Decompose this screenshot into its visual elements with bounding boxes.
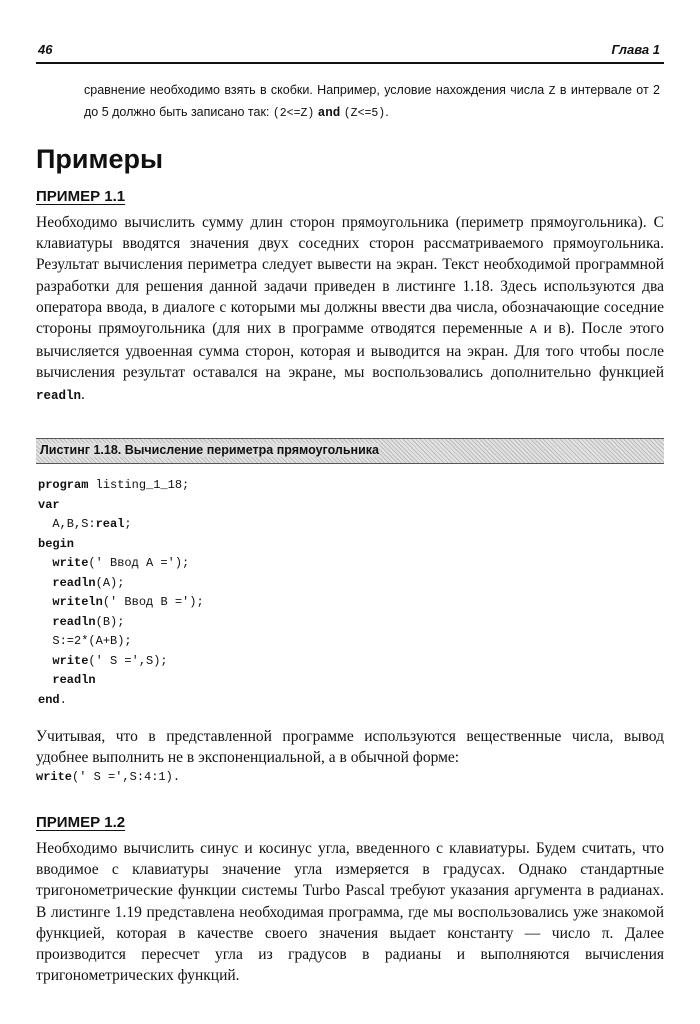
inline-code-write xyxy=(36,770,180,784)
code-listing xyxy=(38,476,204,710)
note-paragraph xyxy=(84,80,660,124)
chapter-label: Глава 1 xyxy=(611,42,660,57)
code-line: readln(A); xyxy=(52,575,125,590)
func-readln: readln xyxy=(36,388,82,403)
example-1-text-main: Необходимо вычислить сумму длин сторон прямоугольника (периметр прямоугольника). С клавиатуры вводятся значения двух соседних сторон рассматриваемого прямоугольника. Результат вычисления периметра следует вывести на экран. Текст необходимой программной разработки для решения данной задачи приведен в листинге 1.18. Здесь используются два оператора ввода, в диалоге с которыми мы должны ввести два числа, обозначающие соседние стороны прямоугольника (для них в программе отводятся переменные xyxy=(36,214,664,338)
inline-code-keyword: write xyxy=(36,770,73,784)
example-2-heading: ПРИМЕР 1.2 xyxy=(36,814,126,831)
note-var-z: Z xyxy=(548,85,556,98)
note-code-a: (2<=Z) xyxy=(272,107,315,120)
code-line: begin xyxy=(38,536,75,551)
word-and: и xyxy=(536,320,559,338)
after-listing-paragraph: Учитывая, что в представленной программе используются вещественные числа, вывод удобнее выполнить не в экспоненциальной, а в обычной форме: xyxy=(36,728,664,767)
code-line: program listing_1_18; xyxy=(38,478,190,492)
running-header xyxy=(36,40,664,64)
example-2-paragraph: Необходимо вычислить синус и косинус угла, введенного с клавиатуры. Будем считать, что вводимое с клавиатуры значение угла измеряется в градусах. Однако стандартные тригонометрические функции системы Turbo Pascal требуют указания аргумента в радианах. В листинге 1.19 представлена необходимая программа, где мы воспользовались уже знакомой функцией, которая в качестве своего значения выдает константу — число π. Далее производится пересчет угла из градусов в радианы и выполняются вычисления тригонометрических функций. xyxy=(36,840,664,985)
example-1-text-end: . xyxy=(81,385,85,403)
listing-caption xyxy=(36,438,664,464)
code-line: A,B,S:real; xyxy=(38,517,132,531)
listing-caption-text: Листинг 1.18. Вычисление периметра прямоугольника xyxy=(40,443,379,457)
code-line: var xyxy=(38,497,60,512)
example-1-text-rest: ). После этого вычисляется удвоенная сумма сторон, которая и выводится на экран. Для того чтобы после вычисления результат оставался на экране, мы воспользовались дополнительно функцией xyxy=(36,320,665,382)
page-number: 46 xyxy=(38,42,53,57)
code-line: write(' Ввод A ='); xyxy=(52,556,190,570)
code-line: S:=2*(A+B); xyxy=(52,634,132,648)
note-code-b: (Z<=5) xyxy=(343,107,386,120)
example-1-heading: ПРИМЕР 1.1 xyxy=(36,188,126,205)
note-text-mid: в интервале от 2 до 5 должно быть записано так: xyxy=(84,83,660,119)
note-code-and: and xyxy=(317,106,341,120)
code-line: readln xyxy=(52,673,96,687)
example-1-paragraph xyxy=(36,212,664,407)
code-line: end. xyxy=(38,692,67,707)
note-text-end: . xyxy=(385,105,389,119)
var-a: A xyxy=(529,324,537,338)
code-line: writeln(' Ввод B ='); xyxy=(52,595,204,609)
code-line: write(' S =',S); xyxy=(52,653,168,668)
note-text-start: сравнение необходимо взять в скобки. Например, условие нахождения числа xyxy=(84,83,549,97)
var-b: B xyxy=(558,324,566,338)
code-line: readln(B); xyxy=(52,614,125,629)
inline-code-args: (' S =',S:4:1). xyxy=(72,770,181,784)
section-title: Примеры xyxy=(36,144,164,174)
